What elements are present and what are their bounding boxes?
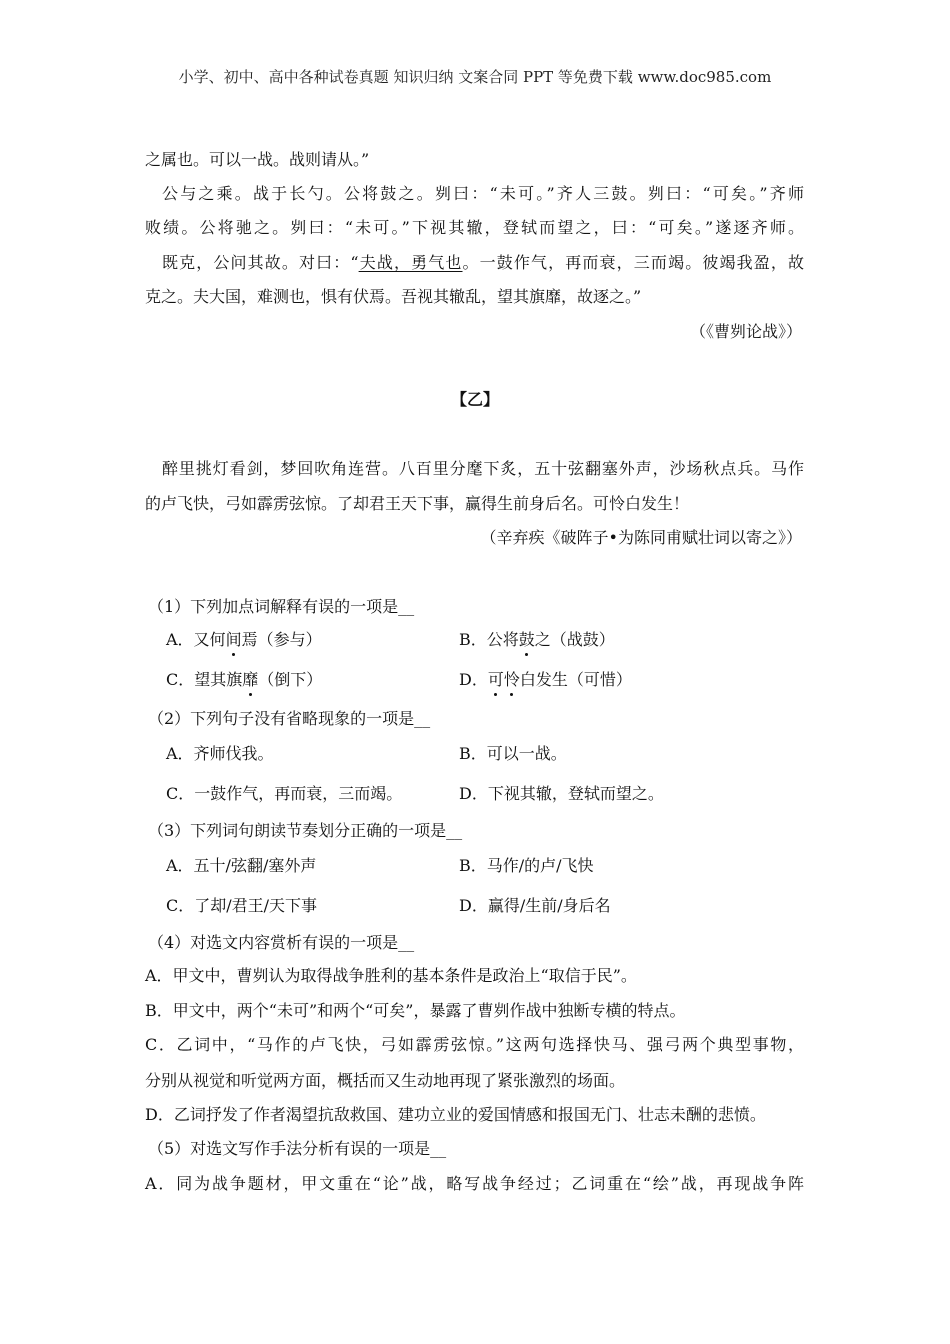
q4-option-c-line-2: 分别从视觉和听觉两方面，概括而又生动地再现了紧张激烈的场面。 bbox=[145, 1071, 626, 1090]
jia-line-2: 公与之乘。战于长勺。公将鼓之。刿曰：“未可。”齐人三鼓。刿曰：“可矣。”齐师 bbox=[162, 184, 804, 203]
dotted-char: 怜 bbox=[503, 670, 520, 689]
q4-option-a: A．甲文中，曹刿认为取得战争胜利的基本条件是政治上“取信于民”。 bbox=[145, 966, 637, 985]
q2-option-d: D．下视其辙，登轼而望之。 bbox=[459, 784, 664, 803]
jia-line-4 bbox=[162, 253, 804, 273]
q2-option-b: B．可以一战。 bbox=[459, 744, 567, 763]
q1-d-post: 白发生（可惜） bbox=[519, 670, 632, 689]
q3-option-b: B．马作/的卢/飞快 bbox=[459, 856, 594, 875]
q3-option-d: D．赢得/生前/身后名 bbox=[459, 896, 611, 915]
q1-stem: （1）下列加点词解释有误的一项是__ bbox=[148, 597, 415, 616]
q1-b-pre: B．公将 bbox=[459, 630, 519, 649]
q1-a-pre: A．又何 bbox=[166, 630, 226, 649]
jia-line-1: 之属也。可以一战。战则请从。” bbox=[145, 150, 370, 169]
jia-source: （《曹刿论战》） bbox=[689, 322, 802, 341]
q3-stem: （3）下列词句朗读节奏划分正确的一项是__ bbox=[148, 821, 463, 840]
q1-option-b bbox=[459, 630, 615, 650]
q1-c-pre: C．望其旗 bbox=[166, 670, 243, 689]
yi-line-2: 的卢飞快，弓如霹雳弦惊。了却君王天下事，赢得生前身后名。可怜白发生！ bbox=[145, 494, 690, 513]
dotted-char: 间 bbox=[225, 630, 242, 649]
q3-option-a: A．五十/弦翻/塞外声 bbox=[166, 856, 317, 875]
q2-option-c: C．一鼓作气，再而衰，三而竭。 bbox=[166, 784, 403, 803]
q4-option-d: D．乙词抒发了作者渴望抗敌救国、建功立业的爱国情感和报国无门、壮志未酬的悲愤。 bbox=[145, 1105, 766, 1124]
underlined-phrase: 夫战，勇气也 bbox=[358, 253, 463, 272]
q4-option-c-line-1: C．乙词中，“马作的卢飞快，弓如霹雳弦惊。”这两句选择快马、强弓两个典型事物， bbox=[145, 1035, 804, 1054]
yi-source: （辛弃疾《破阵子•为陈同甫赋壮词以寄之》） bbox=[480, 528, 802, 547]
q2-option-a: A．齐师伐我。 bbox=[166, 744, 274, 763]
yi-heading: 【乙】 bbox=[450, 390, 499, 409]
jia-line-4-pre: 既克，公问其故。对曰：“ bbox=[162, 253, 359, 272]
jia-line-4-post: 。一鼓作气，再而衰，三而竭。彼竭我盈，故 bbox=[462, 253, 804, 272]
q4-stem: （4）对选文内容赏析有误的一项是__ bbox=[148, 933, 415, 952]
jia-line-5: 克之。夫大国，难测也，惧有伏焉。吾视其辙乱，望其旗靡，故逐之。” bbox=[145, 287, 642, 306]
q5-stem: （5）对选文写作手法分析有误的一项是__ bbox=[148, 1139, 447, 1158]
q1-option-c bbox=[166, 670, 322, 690]
yi-line-1: 醉里挑灯看剑，梦回吹角连营。八百里分麾下炙，五十弦翻塞外声，沙场秋点兵。马作 bbox=[162, 459, 804, 478]
dotted-char: 可 bbox=[487, 670, 504, 689]
dotted-char: 鼓 bbox=[518, 630, 535, 649]
q5-option-a-line-1: A．同为战争题材，甲文重在“论”战，略写战争经过；乙词重在“绘”战，再现战争阵 bbox=[145, 1174, 804, 1193]
dotted-char: 靡 bbox=[242, 670, 259, 689]
q1-b-post: 之（战鼓） bbox=[534, 630, 615, 649]
q3-option-c: C．了却/君王/天下事 bbox=[166, 896, 318, 915]
q1-c-post: （倒下） bbox=[258, 670, 323, 689]
q1-option-a bbox=[166, 630, 322, 650]
q1-option-d bbox=[459, 670, 632, 690]
q1-d-pre: D． bbox=[459, 670, 488, 689]
jia-line-3: 败绩。公将驰之。刿曰：“未可。”下视其辙，登轼而望之，曰：“可矣。”遂逐齐师。 bbox=[145, 218, 804, 237]
q2-stem: （2）下列句子没有省略现象的一项是__ bbox=[148, 709, 431, 728]
q4-option-b: B．甲文中，两个“未可”和两个“可矣”，暴露了曹刿作战中独断专横的特点。 bbox=[145, 1001, 686, 1020]
q1-a-post: 焉（参与） bbox=[241, 630, 322, 649]
page-header: 小学、初中、高中各种试卷真题 知识归纳 文案合同 PPT 等免费下载 www.doc985.com bbox=[178, 68, 772, 86]
